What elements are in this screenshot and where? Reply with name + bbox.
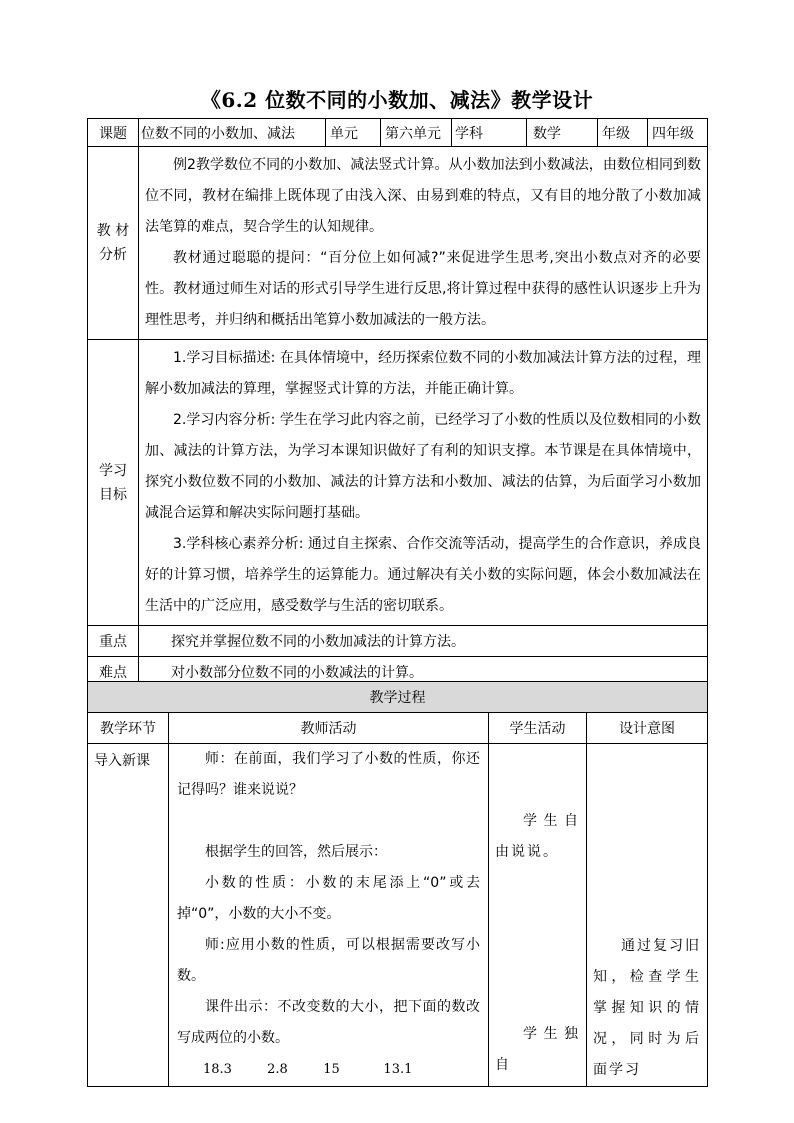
teacher-paragraph-3: 小数的性质：小数的末尾添上“0”或去掉“0”，小数的大小不变。: [177, 875, 480, 922]
teaching-process-table: [87, 681, 708, 1087]
intro-row: [88, 744, 708, 1087]
objectives-row: [88, 340, 708, 626]
analysis-paragraph-1: 例2教学数位不同的小数加、减法竖式计算。从小数加法到小数减法，由数位相同到数位不同，教材在编排上既体现了由浅入深、由易到难的特点，又有目的地分散了小数加减法笔算的难点，契合学生的认知规律。: [145, 157, 701, 235]
number-3: 15: [323, 1062, 340, 1077]
teacher-paragraph-5: 课件出示：不改变数的大小，把下面的数改写成两位的小数。: [177, 999, 480, 1046]
difficulty-label: 难点: [88, 657, 139, 688]
teacher-paragraph-2: 根据学生的回答，然后展示：: [205, 844, 387, 860]
analysis-row: [88, 147, 708, 340]
process-section-title: 教学过程: [88, 682, 708, 713]
number-4: 13.1: [383, 1062, 413, 1077]
process-title-row: [88, 682, 708, 713]
student-activity-2: 学生独自: [495, 1026, 580, 1073]
student-activity-1: 学生自由说说。: [495, 813, 580, 860]
objectives-content: [139, 340, 708, 626]
col-header-student: 学生活动: [489, 713, 587, 744]
lesson-info-table: [87, 118, 708, 688]
stage-name: 导入新课: [88, 744, 169, 1087]
topic-value: 位数不同的小数加、减法: [139, 119, 326, 147]
grade-label: 年级: [598, 119, 648, 147]
col-header-intent: 设计意图: [587, 713, 708, 744]
grade-value: 四年级: [648, 119, 708, 147]
col-header-teacher: 教师活动: [169, 713, 489, 744]
teacher-paragraph-1: 师：在前面，我们学习了小数的性质，你还记得吗？谁来说说？: [177, 751, 480, 798]
header-row: [88, 119, 708, 147]
number-2: 2.8: [267, 1062, 288, 1077]
subject-label: 学科: [452, 119, 527, 147]
key-point-row: [88, 626, 708, 657]
analysis-content: [139, 147, 708, 340]
design-intent: [587, 744, 708, 1087]
student-activity: [489, 744, 587, 1087]
unit-label: 单元: [326, 119, 381, 147]
objective-paragraph-3: 3.学科核心素养分析: 通过自主探索、合作交流等活动，提高学生的合作意识，养成良好的计算习惯，培养学生的运算能力。通过解决有关小数的实际问题，体会小数加减法在生活中的广泛应用，感受数学与生活的密切联系。: [145, 536, 701, 614]
topic-label: 课题: [88, 119, 139, 147]
key-point-text: 探究并掌握位数不同的小数加减法的计算方法。: [139, 626, 708, 657]
teacher-paragraph-4: 师:应用小数的性质，可以根据需要改写小数。: [177, 937, 480, 984]
page-title: 《6.2 位数不同的小数加、减法》教学设计: [200, 88, 594, 112]
objective-paragraph-1: 1.学习目标描述: 在具体情境中，经历探索位数不同的小数加减法计算方法的过程，理解小数加减法的算理，掌握竖式计算的方法，并能正确计算。: [145, 350, 701, 397]
numbers-line: [177, 1054, 480, 1085]
analysis-label: 教 材 分析: [88, 147, 139, 340]
col-header-stage: 教学环节: [88, 713, 169, 744]
blank-line: [177, 806, 480, 837]
key-point-label: 重点: [88, 626, 139, 657]
process-header-row: [88, 713, 708, 744]
difficulty-text: 对小数部分位数不同的小数减法的计算。: [139, 657, 708, 688]
objectives-label: 学习 目标: [88, 340, 139, 626]
subject-value: 数学: [527, 119, 598, 147]
teacher-activity: [169, 744, 489, 1087]
number-1: 18.3: [203, 1062, 232, 1077]
objective-paragraph-2: 2.学习内容分析: 学生在学习此内容之前，已经学习了小数的性质以及位数相同的小数加、减法的计算方法，为学习本课知识做好了有利的知识支撑。本节课是在具体情境中，探究小数位数不同的小数加、减法的计算方法和小数加、减法的估算，为后面学习小数加减混合运算和解决实际问题打基础。: [145, 412, 701, 521]
analysis-paragraph-2: 教材通过聪聪的提问：“百分位上如何减?”来促进学生思考,突出小数点对齐的必要性。教材通过师生对话的形式引导学生进行反思,将计算过程中获得的感性认识逐步上升为理性思考，并归纳和概括出笔算小数加减法的一般方法。: [145, 250, 701, 328]
design-intent-text: 通过复习旧知，检查学生掌握知识的情况，同时为后面学习: [593, 938, 701, 1078]
unit-value: 第六单元: [381, 119, 452, 147]
